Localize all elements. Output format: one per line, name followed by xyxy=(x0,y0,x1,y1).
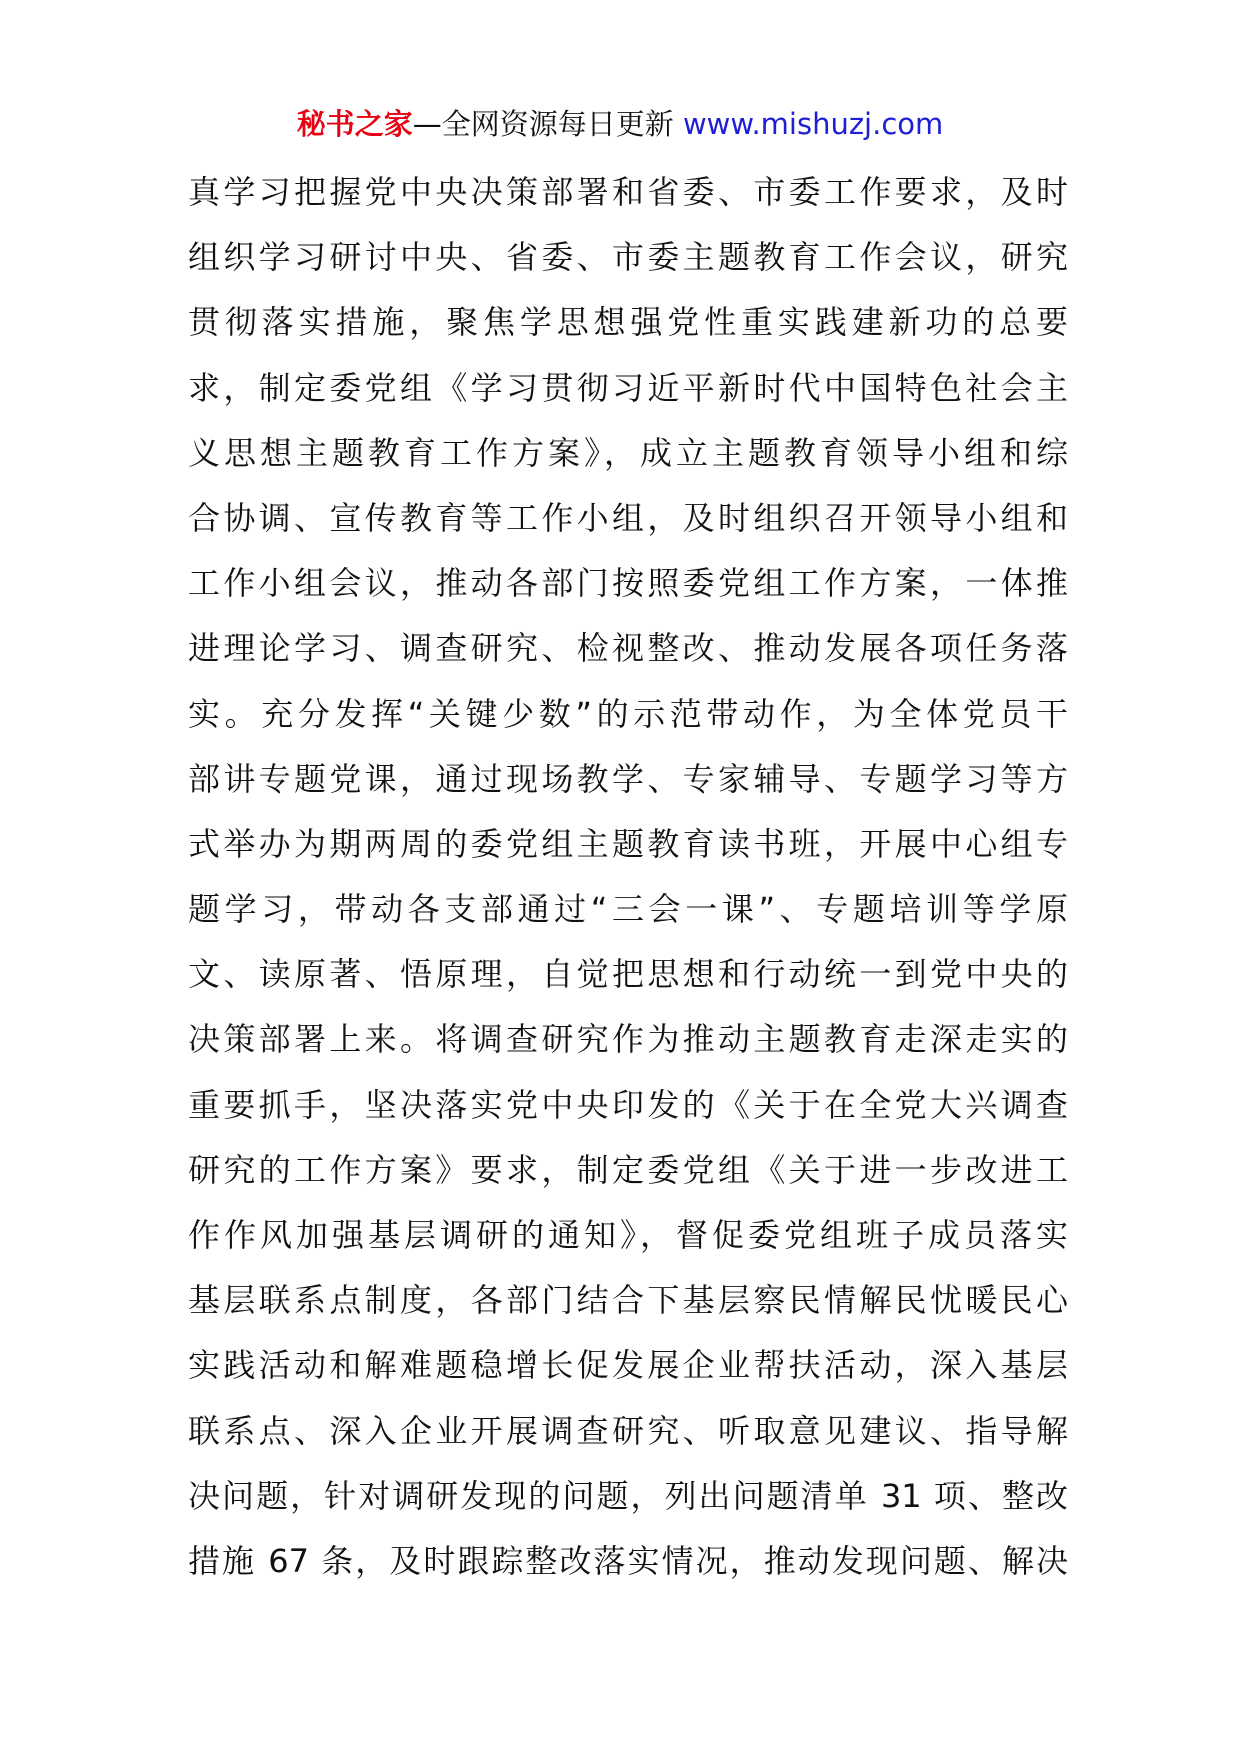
text-line: 合协调、宣传教育等工作小组，及时组织召开领导小组和 xyxy=(188,498,1068,537)
text-line: 联系点、深入企业开展调查研究、听取意见建议、指导解 xyxy=(188,1411,1068,1450)
text-line: 研究的工作方案》要求，制定委党组《关于进一步改进工 xyxy=(188,1150,1068,1189)
text-line: 贯彻落实措施，聚焦学思想强党性重实践建新功的总要 xyxy=(188,303,1068,342)
text-line: 式举办为期两周的委党组主题教育读书班，开展中心组专 xyxy=(188,824,1068,863)
text-line: 义思想主题教育工作方案》，成立主题教育领导小组和综 xyxy=(188,433,1068,472)
text-line: 实。充分发挥“关键少数”的示范带动作，为全体党员干 xyxy=(188,694,1068,733)
text-line: 决策部署上来。将调查研究作为推动主题教育走深走实的 xyxy=(188,1020,1068,1059)
text-line: 进理论学习、调查研究、检视整改、推动发展各项任务落 xyxy=(188,629,1068,668)
text-line: 决问题，针对调研发现的问题，列出问题清单 31 项、整改 xyxy=(188,1476,1068,1515)
text-line: 文、读原著、悟原理，自觉把思想和行动统一到党中央的 xyxy=(188,955,1068,994)
text-line: 基层联系点制度，各部门结合下基层察民情解民忧暖民心 xyxy=(188,1281,1068,1320)
text-line: 工作小组会议，推动各部门按照委党组工作方案，一体推 xyxy=(188,564,1068,603)
text-line: 真学习把握党中央决策部署和省委、市委工作要求，及时 xyxy=(188,173,1068,211)
text-line: 作作风加强基层调研的通知》，督促委党组班子成员落实 xyxy=(188,1216,1068,1254)
text-line: 部讲专题党课，通过现场教学、专家辅导、专题学习等方 xyxy=(188,759,1068,798)
page-header xyxy=(0,104,1240,144)
header-tagline: —全网资源每日更新 xyxy=(412,107,674,141)
website-link[interactable]: www.mishuzj.com xyxy=(673,107,944,141)
text-line: 实践活动和解难题稳增长促发展企业帮扶活动，深入基层 xyxy=(188,1346,1068,1385)
document-body xyxy=(188,160,1068,1594)
text-line: 重要抓手，坚决落实党中央印发的《关于在全党大兴调查 xyxy=(188,1085,1068,1124)
text-line: 组织学习研讨中央、省委、市委主题教育工作会议，研究 xyxy=(188,238,1068,277)
text-line: 措施 67 条，及时跟踪整改落实情况，推动发现问题、解决 xyxy=(188,1541,1068,1580)
text-line: 题学习，带动各支部通过“三会一课”、专题培训等学原 xyxy=(188,890,1068,929)
brand-name: 秘书之家 xyxy=(296,107,413,141)
text-line: 求，制定委党组《学习贯彻习近平新时代中国特色社会主 xyxy=(188,368,1068,407)
